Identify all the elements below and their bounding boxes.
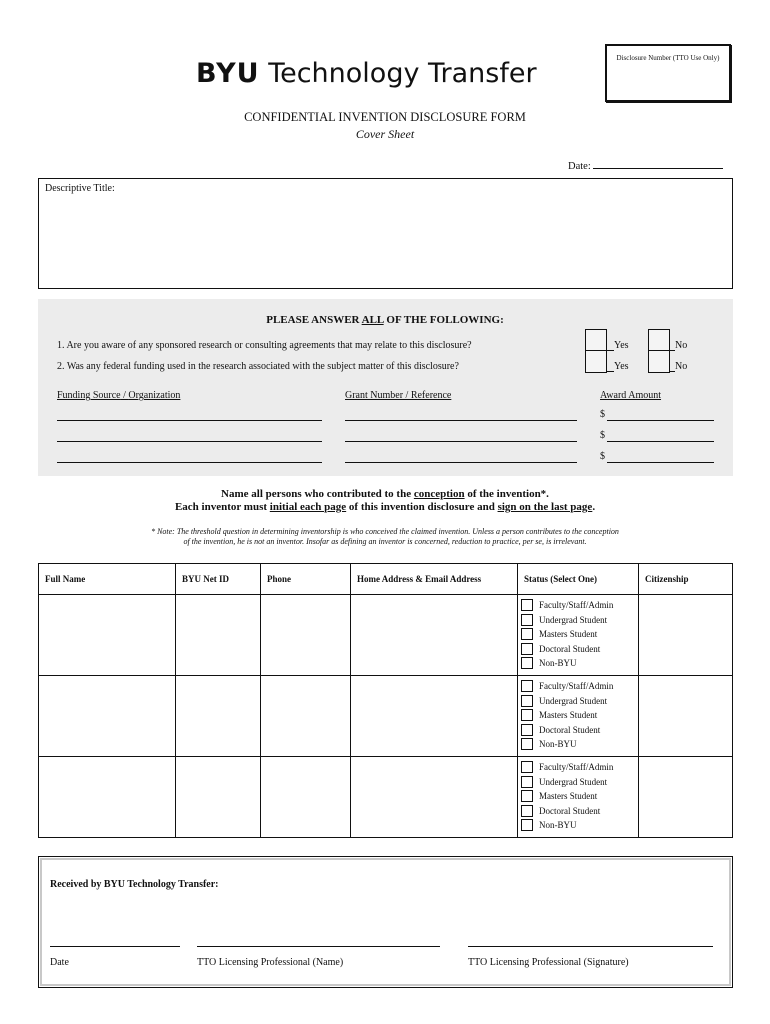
checkbox-icon[interactable] [521,657,533,669]
no-checkbox-2[interactable] [648,350,670,373]
status-option[interactable] [521,775,638,790]
note1-post: of the invention*. [464,488,549,500]
checkbox-icon[interactable] [521,709,533,721]
status-option[interactable] [521,818,638,833]
date-line[interactable] [593,158,723,169]
full-name-cell[interactable] [39,757,176,838]
table-row [39,757,733,838]
grant-number-line-3[interactable] [345,462,577,463]
yes-line-1 [606,350,614,351]
received-name-label: TTO Licensing Professional (Name) [197,957,344,968]
status-label: Undergrad Student [539,776,608,787]
checkbox-icon[interactable] [521,695,533,707]
yes-label-1: Yes [614,340,629,351]
checkbox-icon[interactable] [521,761,533,773]
note1-pre: Name all persons who contributed to the [221,488,414,500]
status-option[interactable] [521,789,638,804]
phone-cell[interactable] [261,676,351,757]
col-full-name: Full Name [39,564,176,595]
award-amount-line-3[interactable] [607,462,714,463]
status-option[interactable] [521,656,638,671]
col-status: Status (Select One) [518,564,639,595]
yes-label-2: Yes [614,361,629,372]
funding-source-header [57,390,180,401]
inventors-table [38,563,733,838]
received-date-label: Date [50,957,69,968]
status-label: Non-BYU [539,658,577,669]
status-label: Non-BYU [539,820,577,831]
status-label: Masters Student [539,629,598,640]
funding-sep: / [120,390,129,401]
funding-org-label: Organization [128,390,181,401]
checkbox-icon[interactable] [521,614,533,626]
disclosure-number-box[interactable] [605,44,731,102]
checkbox-icon[interactable] [521,724,533,736]
no-label-2: No [675,361,688,372]
status-cell [518,676,639,757]
status-option[interactable] [521,627,638,642]
checkbox-icon[interactable] [521,805,533,817]
net-id-cell[interactable] [176,595,261,676]
status-label: Undergrad Student [539,695,608,706]
funding-source-line-1[interactable] [57,420,322,421]
address-cell[interactable] [351,595,518,676]
footnote-line-2: of the invention, he is not an inventor. Insofar as defining an inventor is concerned, reduction to practice, per se, is irrelevant. [183,537,587,546]
questions-heading-pre: PLEASE ANSWER [266,314,362,326]
award-dollar-3: $ [600,451,605,462]
net-id-cell[interactable] [176,757,261,838]
status-option[interactable] [521,708,638,723]
table-row [39,676,733,757]
yes-checkbox-1[interactable] [585,329,607,352]
inventorship-footnote [60,527,710,547]
award-dollar-1: $ [600,409,605,420]
status-label: Faculty/Staff/Admin [539,762,614,773]
status-label: Doctoral Student [539,643,601,654]
received-signature-line[interactable] [468,946,713,947]
address-cell[interactable] [351,757,518,838]
disclosure-number-label: Disclosure Number (TTO Use Only) [616,54,720,62]
status-option[interactable] [521,679,638,694]
no-checkbox-1[interactable] [648,329,670,352]
table-row [39,595,733,676]
checkbox-icon[interactable] [521,776,533,788]
status-label: Masters Student [539,710,598,721]
questions-heading-emph: ALL [361,314,384,326]
funding-source-line-3[interactable] [57,462,322,463]
net-id-cell[interactable] [176,676,261,757]
byu-tt-logo [196,58,537,89]
status-option[interactable] [521,760,638,775]
status-option[interactable] [521,737,638,752]
question-2: 2. Was any federal funding used in the research associated with the subject matter of this disclosure? [57,361,459,372]
status-option[interactable] [521,694,638,709]
note2-post: . [592,501,596,513]
logo-text: Technology Transfer [268,58,537,89]
citizenship-cell[interactable] [639,757,733,838]
status-option[interactable] [521,598,638,613]
checkbox-icon[interactable] [521,628,533,640]
checkbox-icon[interactable] [521,599,533,611]
col-net-id: BYU Net ID [176,564,261,595]
grant-number-header: Grant Number / Reference [345,390,452,401]
status-cell [518,757,639,838]
status-option[interactable] [521,723,638,738]
note2-pre: Each inventor must [174,501,270,513]
footnote-line-1: * Note: The threshold question in determining inventorship is who conceived the claimed invention. Unless a person contributes to the conception [151,527,619,536]
status-option[interactable] [521,642,638,657]
checkbox-icon[interactable] [521,738,533,750]
award-amount-line-1[interactable] [607,420,714,421]
status-label: Masters Student [539,791,598,802]
status-cell [518,595,639,676]
descriptive-title-label: Descriptive Title: [45,183,115,194]
status-label: Faculty/Staff/Admin [539,681,614,692]
award-amount-line-2[interactable] [607,441,714,442]
descriptive-title-box[interactable] [38,178,733,289]
question-1: 1. Are you aware of any sponsored research or consulting agreements that may relate to this disclosure? [57,340,472,351]
no-label-1: No [675,340,688,351]
checkbox-icon[interactable] [521,790,533,802]
yes-checkbox-2[interactable] [585,350,607,373]
full-name-cell[interactable] [39,595,176,676]
grant-number-line-1[interactable] [345,420,577,421]
funding-source-line-2[interactable] [57,441,322,442]
funding-source-label: Funding Source [57,390,121,401]
note2-mid: of this invention disclosure and [346,501,498,513]
col-phone: Phone [261,564,351,595]
citizenship-cell[interactable] [639,595,733,676]
status-label: Non-BYU [539,739,577,750]
received-title: Received by BYU Technology Transfer: [50,879,219,890]
status-label: Doctoral Student [539,724,601,735]
form-title: CONFIDENTIAL INVENTION DISCLOSURE FORM [244,110,526,124]
phone-cell[interactable] [261,595,351,676]
col-citizenship: Citizenship [639,564,733,595]
full-name-cell[interactable] [39,676,176,757]
received-date-line[interactable] [50,946,180,947]
table-header-row [39,564,733,595]
status-label: Doctoral Student [539,805,601,816]
citizenship-cell[interactable] [639,676,733,757]
award-dollar-2: $ [600,430,605,441]
logo-brand: BYU [196,58,260,89]
phone-cell[interactable] [261,757,351,838]
date-label: Date: [568,161,591,172]
address-cell[interactable] [351,676,518,757]
col-address: Home Address & Email Address [351,564,518,595]
grant-number-line-2[interactable] [345,441,577,442]
inventors-instruction-1 [0,488,770,500]
checkbox-icon[interactable] [521,680,533,692]
status-option[interactable] [521,804,638,819]
award-amount-header: Award Amount [600,390,662,401]
date-field[interactable] [568,158,723,172]
note1-emph: conception [413,488,465,500]
received-signature-label: TTO Licensing Professional (Signature) [468,957,629,968]
checkbox-icon[interactable] [521,819,533,831]
note2-emph1: initial each page [269,501,347,513]
questions-heading-post: OF THE FOLLOWING: [383,314,504,326]
received-name-line[interactable] [197,946,440,947]
inventors-instruction-2 [0,501,770,513]
yes-line-2 [606,371,614,372]
received-box [38,856,733,988]
status-label: Faculty/Staff/Admin [539,600,614,611]
note2-emph2: sign on the last page [497,501,593,513]
checkbox-icon[interactable] [521,643,533,655]
status-label: Undergrad Student [539,614,608,625]
form-subtitle: Cover Sheet [355,127,415,141]
questions-heading [0,314,770,326]
status-option[interactable] [521,613,638,628]
